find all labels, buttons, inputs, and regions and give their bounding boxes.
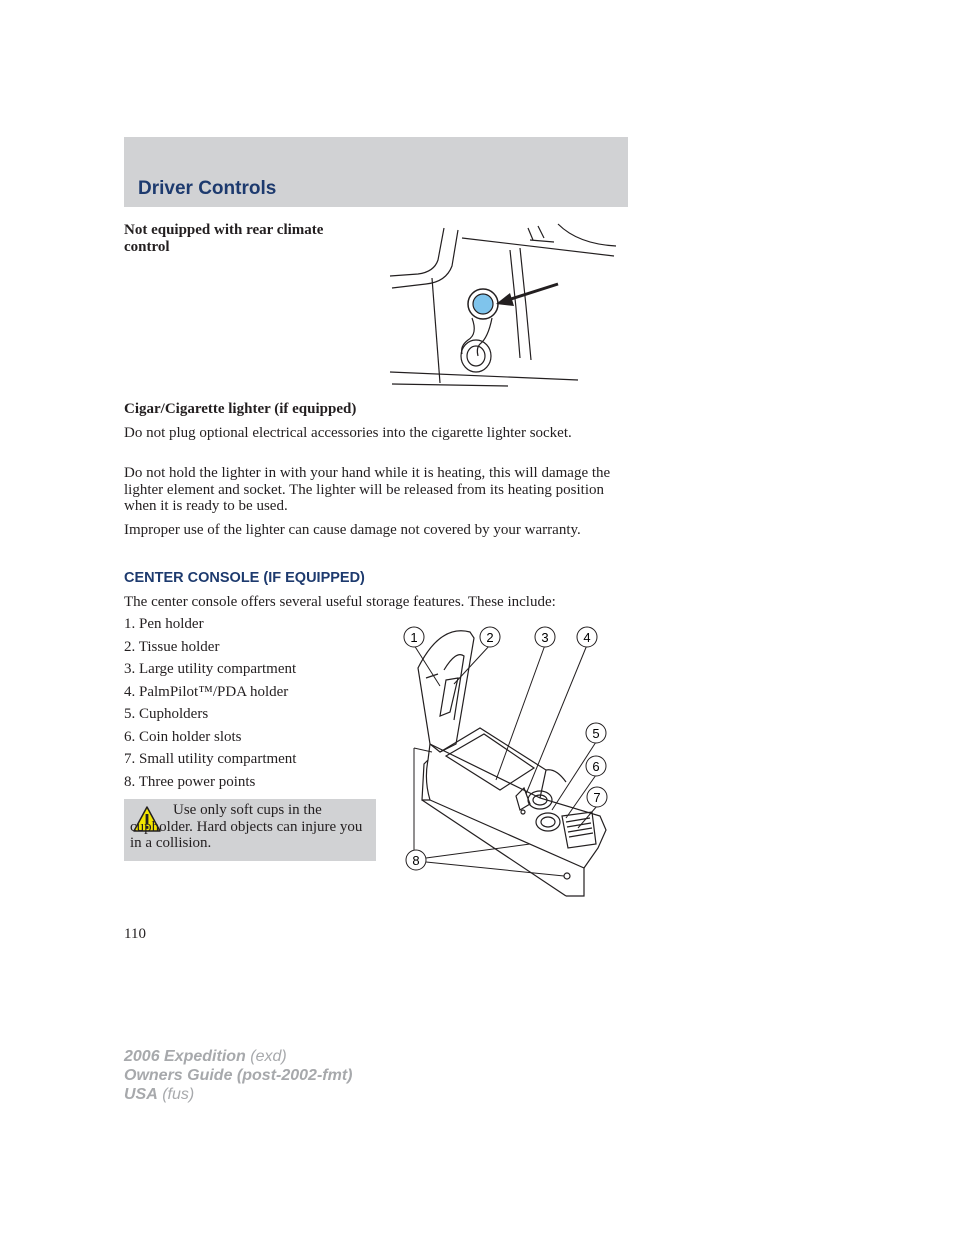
callout-5-label: 5 <box>592 726 600 741</box>
console-heading: CENTER CONSOLE (IF EQUIPPED) <box>124 570 365 586</box>
callout-3 <box>535 627 555 647</box>
page-number: 110 <box>124 926 146 942</box>
lighter-paragraph-3: Improper use of the lighter can cause damage not covered by your warranty. <box>124 522 581 538</box>
lighter-illustration <box>388 218 628 388</box>
list-item: 4. PalmPilot™/PDA holder <box>124 683 289 700</box>
section-title: Driver Controls <box>138 178 277 199</box>
list-item: 8. Three power points <box>124 773 256 790</box>
footer-region-code: (fus) <box>157 1086 195 1103</box>
footer-model-code: (exd) <box>245 1048 287 1065</box>
callout-5 <box>586 723 606 743</box>
list-item: 3. Large utility compartment <box>124 661 297 677</box>
callout-6 <box>586 756 606 776</box>
lighter-heading: Cigar/Cigarette lighter (if equipped) <box>124 401 357 417</box>
callout-2 <box>480 627 500 647</box>
console-intro: The center console offers several useful storage features. These include: <box>124 594 556 610</box>
callout-4-label: 4 <box>583 630 591 645</box>
callout-1 <box>404 627 424 647</box>
callout-4 <box>577 627 597 647</box>
list-item: 5. Cupholders <box>124 706 209 722</box>
list-item: 2. Tissue holder <box>124 638 220 655</box>
footer-line-3 <box>124 1085 352 1104</box>
warning-text: Use only soft cups in the cupholder. Hard objects can injure you in a collision. <box>130 802 363 851</box>
lighter-paragraph-1: Do not plug optional electrical accessories into the cigarette lighter socket. <box>124 425 572 441</box>
lighter-paragraph-2: Do not hold the lighter in with your hand while it is heating, this will damage the lighter element and socket. The lighter will be released from its heating position when it is ready to be used. <box>124 465 611 514</box>
footer-line-2: Owners Guide (post-2002-fmt) <box>124 1067 353 1084</box>
list-item: 1. Pen holder <box>124 616 204 632</box>
figure-caption: Not equipped with rear climate control <box>124 222 324 255</box>
warning-box <box>124 799 376 861</box>
footer-model: 2006 Expedition <box>124 1048 246 1065</box>
center-console-illustration <box>400 620 615 900</box>
footer-line-1 <box>124 1047 352 1066</box>
footer <box>124 1047 352 1104</box>
callout-6-label: 6 <box>592 759 600 774</box>
list-item: 7. Small utility compartment <box>124 751 297 767</box>
callout-7-label: 7 <box>593 790 601 805</box>
console-features-list <box>124 616 296 796</box>
callout-8-label: 8 <box>412 853 420 868</box>
list-item: 6. Coin holder slots <box>124 728 242 745</box>
callout-3-label: 3 <box>541 630 549 645</box>
callout-1-label: 1 <box>410 630 418 645</box>
callout-2-label: 2 <box>486 630 494 645</box>
callout-7 <box>587 787 607 807</box>
callout-8 <box>406 850 426 870</box>
footer-region: USA <box>124 1086 158 1103</box>
